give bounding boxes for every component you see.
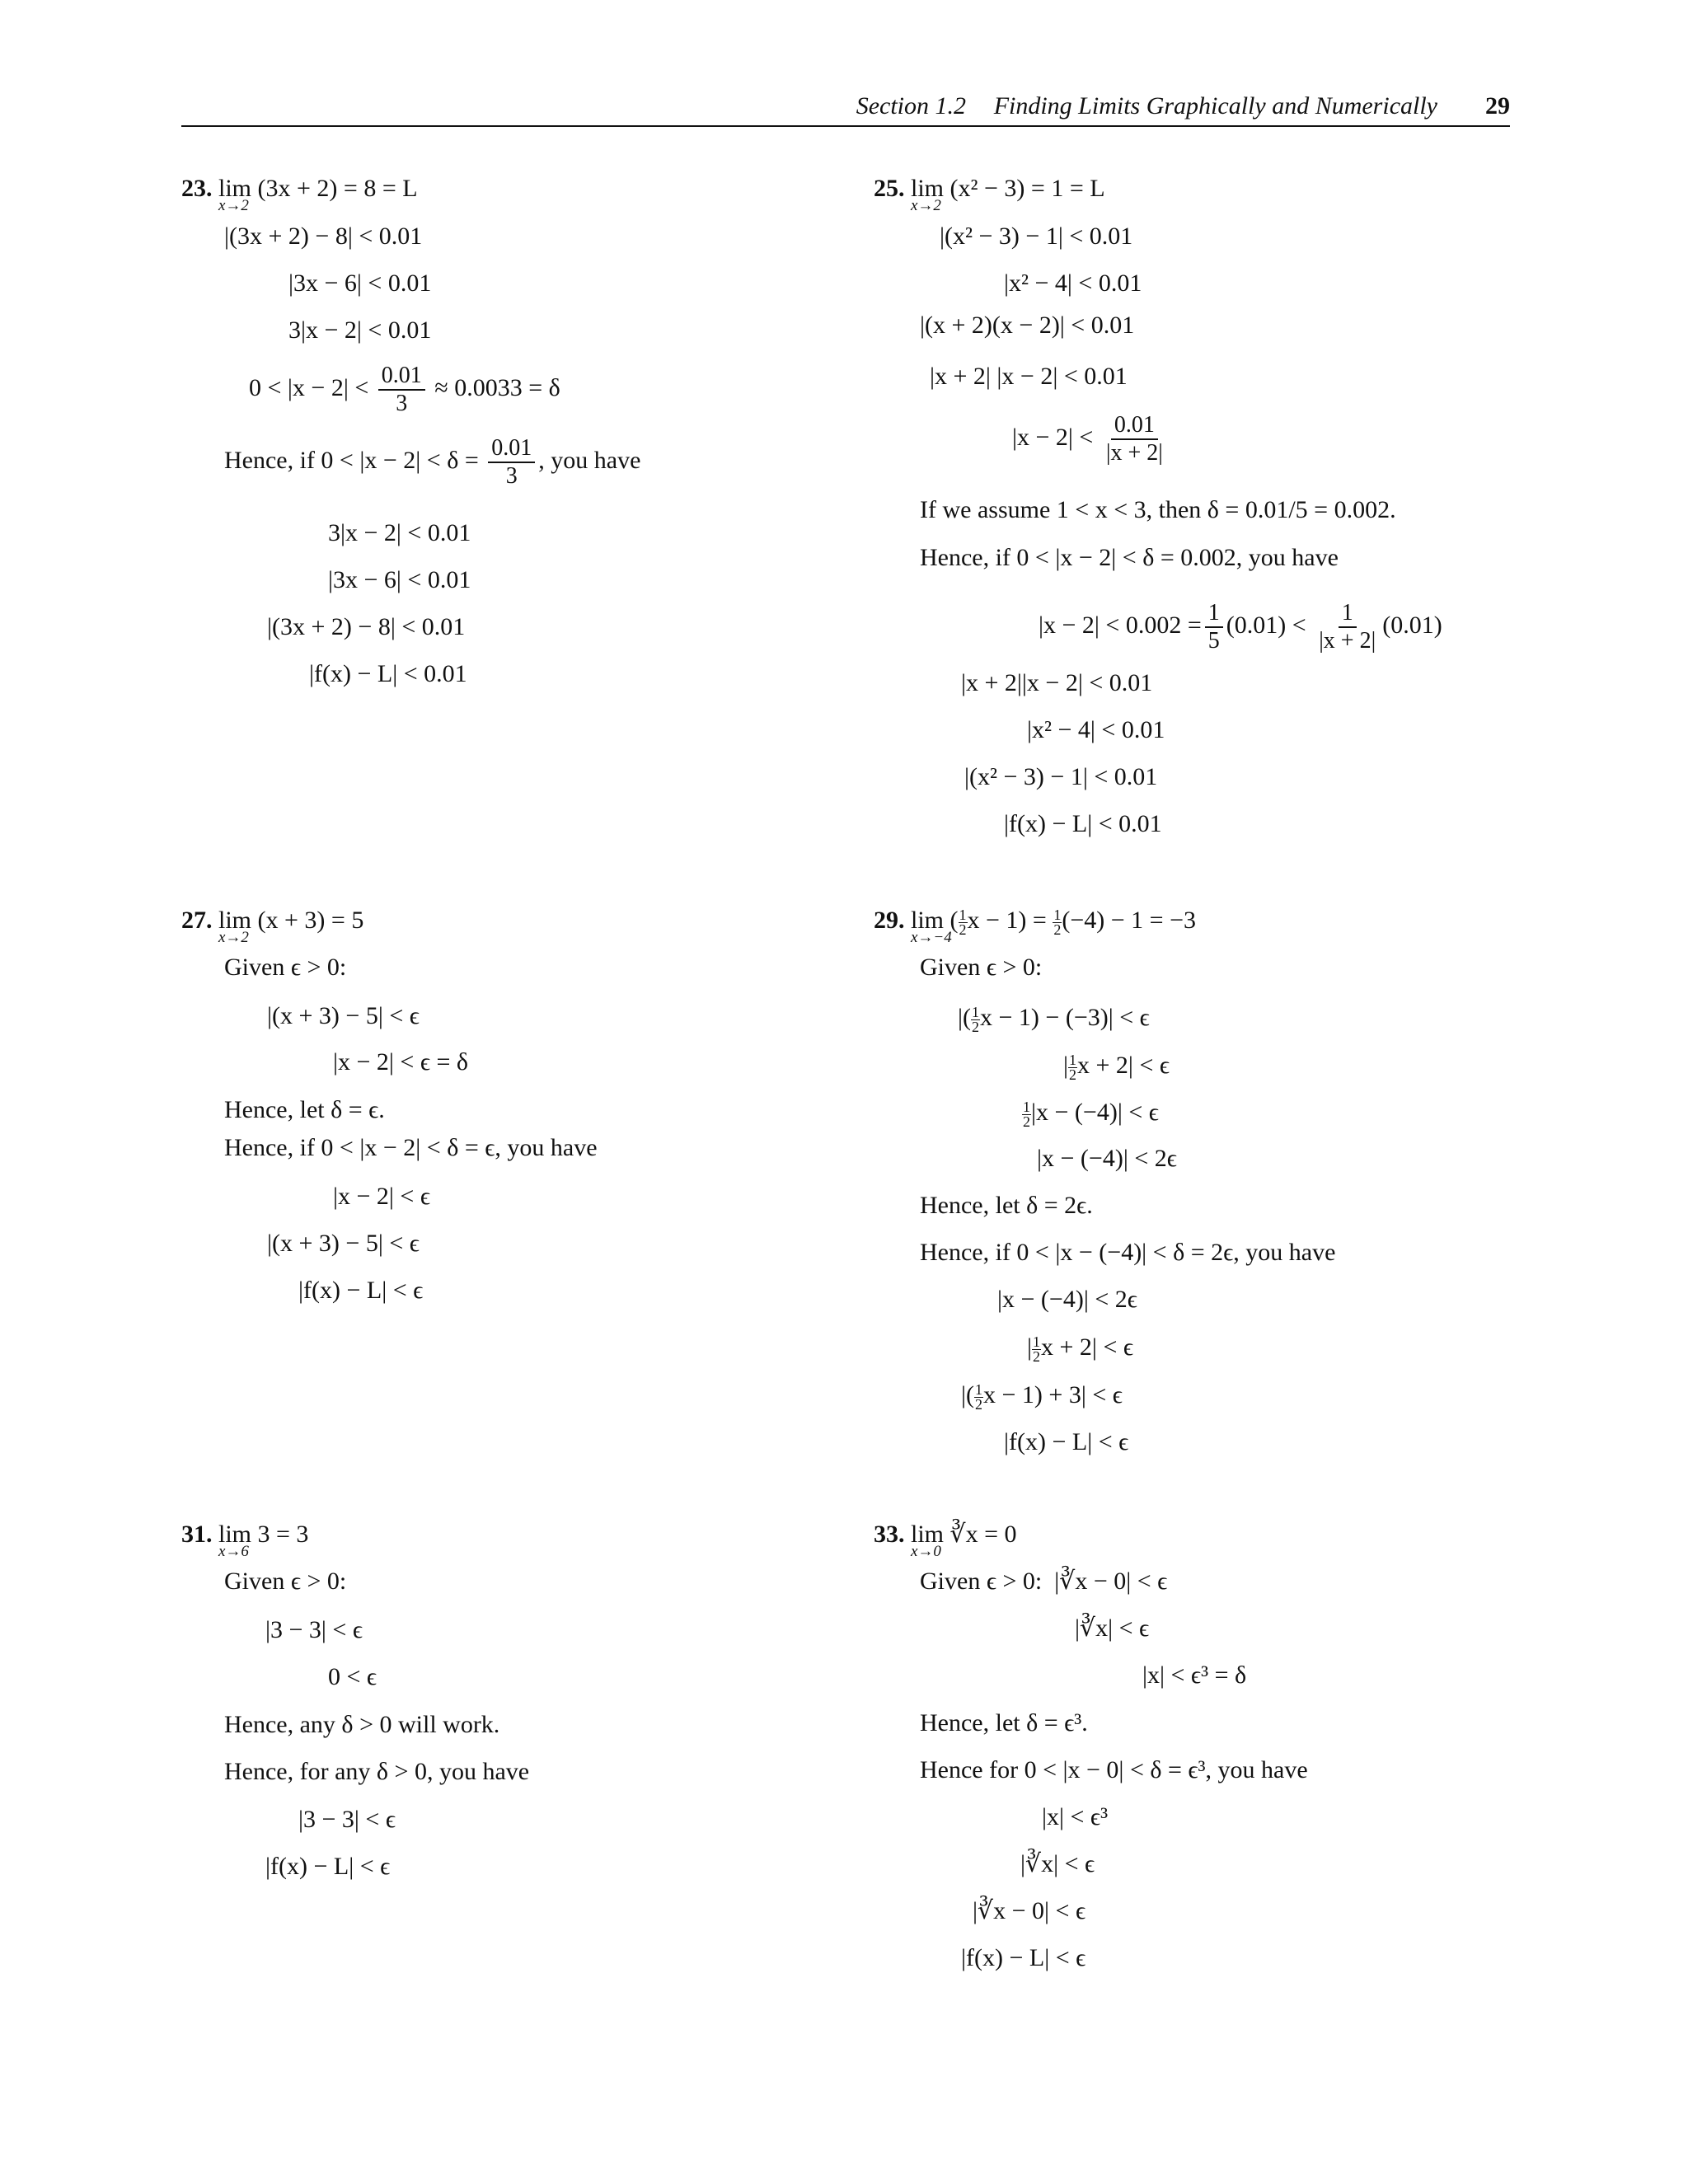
solution-line: Hence, if 0 < |x − 2| < δ = $\frac{0.01}{3}$ , you have (224, 435, 641, 489)
solution-line: |x² − 4| < 0.01 (1004, 269, 1142, 297)
solution-line: |∛x| < ϵ (1020, 1850, 1095, 1877)
solution-line: Given ϵ > 0: (920, 954, 1043, 981)
solution-line: |( $\frac{1}{2}$ x − 1) + 3| < ϵ (961, 1380, 1123, 1413)
problem-27-statement: 27. lim x→2 (x + 3) = 5 (181, 907, 364, 946)
solution-line: 0 < |x − 2| < $\frac{0.01}{3}$ ≈ 0.0033 = δ (249, 363, 560, 416)
solution-line: |x + 2||x − 2| < 0.01 (961, 669, 1153, 696)
solution-line: Hence, if 0 < |x − 2| < δ = ϵ, you have (224, 1134, 598, 1161)
solution-line: Given ϵ > 0: |∛x − 0| < ϵ (920, 1568, 1168, 1595)
solution-line: |f(x) − L| < ϵ (265, 1853, 391, 1880)
solution-line: |x − (−4)| < 2ϵ (1037, 1145, 1177, 1172)
solution-line: $\frac{1}{2}$ |x − (−4)| < ϵ (1023, 1098, 1159, 1130)
solution-line: |∛x − 0| < ϵ (973, 1897, 1086, 1924)
solution-line: Hence, any δ > 0 will work. (224, 1711, 500, 1738)
solution-line: |(x² − 3) − 1| < 0.01 (964, 763, 1158, 790)
solution-line: |f(x) − L| < ϵ (298, 1277, 424, 1304)
solution-line: If we assume 1 < x < 3, then δ = 0.01/5 = 0.002. (920, 496, 1396, 523)
solution-line: |f(x) − L| < 0.01 (1004, 810, 1162, 837)
solution-line: |x| < ϵ³ = δ (1142, 1661, 1247, 1689)
solution-line: Hence, let δ = 2ϵ. (920, 1192, 1093, 1219)
section-title: Finding Limits Graphically and Numerically (993, 92, 1437, 120)
solution-line: |x − (−4)| < 2ϵ (997, 1286, 1137, 1313)
solution-line: | $\frac{1}{2}$ x + 2| < ϵ (1027, 1333, 1134, 1365)
solution-line: Hence, if 0 < |x − (−4)| < δ = 2ϵ, you have (920, 1239, 1336, 1266)
solution-line: |x − 2| < $\frac{0.01}{|x + 2|}$ (1012, 412, 1163, 466)
solution-line: |x − 2| < 0.002 = $\frac{1}{5}$ (0.01) < $\frac{1}{|x + 2|}$ (0.01) (1039, 600, 1442, 654)
solution-line: |(x + 2)(x − 2)| < 0.01 (920, 312, 1135, 339)
solution-line: 3|x − 2| < 0.01 (328, 519, 471, 546)
solution-line: |x + 2| |x − 2| < 0.01 (930, 363, 1128, 390)
solution-line: Given ϵ > 0: (224, 1568, 347, 1595)
solution-line: |3x − 6| < 0.01 (288, 269, 432, 297)
solution-line: Hence for 0 < |x − 0| < δ = ϵ³, you have (920, 1756, 1308, 1783)
solution-line: |(3x + 2) − 8| < 0.01 (224, 223, 423, 250)
solution-line: Hence, if 0 < |x − 2| < δ = 0.002, you have (920, 544, 1339, 571)
solution-line: |3x − 6| < 0.01 (328, 566, 471, 593)
solution-line: |(x² − 3) − 1| < 0.01 (940, 223, 1133, 250)
solution-line: |(3x + 2) − 8| < 0.01 (267, 613, 466, 640)
solution-line: |∛x| < ϵ (1075, 1615, 1150, 1642)
solution-line: |f(x) − L| < 0.01 (309, 660, 467, 687)
solution-line: |3 − 3| < ϵ (265, 1616, 363, 1643)
solution-line: |( $\frac{1}{2}$ x − 1) − (−3)| < ϵ (958, 1003, 1150, 1035)
page-number: 29 (1485, 92, 1510, 120)
solution-line: |x − 2| < ϵ = δ (333, 1048, 469, 1076)
solution-line: |3 − 3| < ϵ (298, 1806, 396, 1833)
solution-line: Hence, let δ = ϵ³. (920, 1709, 1088, 1736)
problem-33-statement: 33. lim x→0 ∛x = 0 (874, 1521, 1017, 1560)
solution-line: |x² − 4| < 0.01 (1027, 716, 1165, 743)
running-header (181, 92, 1510, 127)
solution-line: Given ϵ > 0: (224, 954, 347, 981)
solution-line: 0 < ϵ (328, 1663, 377, 1690)
solution-line: |x − 2| < ϵ (333, 1183, 430, 1210)
solution-line: |f(x) − L| < ϵ (961, 1944, 1086, 1971)
solution-line: Hence, let δ = ϵ. (224, 1096, 385, 1123)
problem-23-statement: 23. lim x→2 (3x + 2) = 8 = L (181, 175, 418, 214)
solution-line: |x| < ϵ³ (1042, 1803, 1109, 1830)
solution-line: Hence, for any δ > 0, you have (224, 1758, 530, 1785)
solution-line: 3|x − 2| < 0.01 (288, 316, 432, 344)
section-label: Section 1.2 (856, 92, 966, 120)
solution-line: |f(x) − L| < ϵ (1004, 1428, 1129, 1455)
solution-line: |(x + 3) − 5| < ϵ (267, 1002, 420, 1029)
problem-31-statement: 31. lim x→6 3 = 3 (181, 1521, 309, 1560)
problem-25-statement: 25. lim x→2 (x² − 3) = 1 = L (874, 175, 1105, 214)
solution-line: | $\frac{1}{2}$ x + 2| < ϵ (1063, 1051, 1170, 1083)
solution-line: |(x + 3) − 5| < ϵ (267, 1230, 420, 1257)
problem-29-statement: 29. lim x→−4 ( $\frac{1}{2}$ x − 1) = $\frac{1}{2}$ (−4) − 1 = −3 (874, 906, 1196, 946)
